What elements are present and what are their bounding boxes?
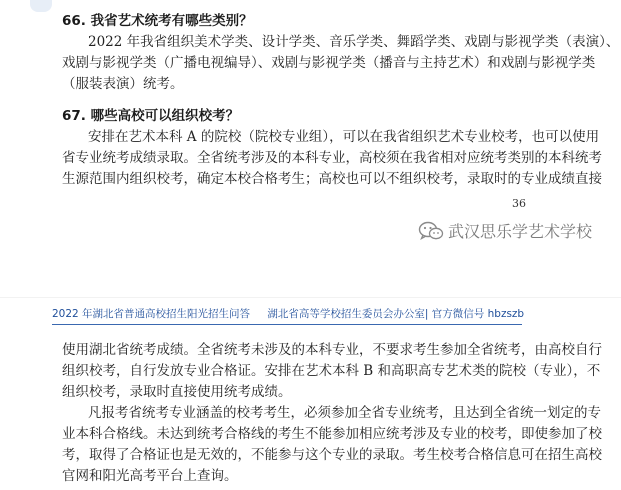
continuation-paragraph-1 (62, 340, 602, 403)
continuation-line: 官网和阳光高考平台上查询。 (62, 468, 238, 484)
q67-heading: 67. 哪些高校可以组织校考？ (62, 108, 240, 124)
continuation-line: 使用湖北省统考成绩。全省统考未涉及的本科专业，不要求考生参加全省统考，由高校自行 (62, 342, 602, 358)
page-divider (0, 297, 621, 298)
q66-heading: 66. 我省艺术统考有哪些类别？ (62, 13, 253, 29)
q66-body (62, 32, 620, 95)
page-number: 36 (512, 197, 526, 210)
watermark-text: 武汉思乐学艺术学校 (448, 222, 593, 241)
q67-line: 安排在艺术本科 A 的院校（院校专业组），可以在我省组织艺术专业校考，也可以使用 (88, 129, 600, 145)
corner-mark (30, 0, 52, 12)
q66-line: （服装表演）统考。 (62, 76, 184, 92)
running-header-right: 湖北省高等学校招生委员会办公室| 官方微信号 hbzszb (267, 308, 525, 320)
continuation-paragraph-2 (62, 403, 602, 487)
q66-line: 2022 年我省组织美术学类、设计学类、音乐学类、舞蹈学类、戏剧与影视学类（表演）、 (88, 34, 620, 50)
wechat-icon (418, 221, 444, 241)
continuation-line: 考，取得了合格证也是无效的，不能参与这个专业的录取。考生校考合格信息可在招生高校 (62, 447, 602, 463)
continuation-line: 组织校考，录取时直接使用统考成绩。 (62, 384, 292, 400)
running-header-left: 2022 年湖北省普通高校招生阳光招生问答 (52, 308, 251, 320)
continuation-line: 组织校考，自行发放专业合格证。安排在艺术本科 B 和高职高专艺术类的院校（专业），不 (62, 363, 601, 379)
q67-line: 省专业统考成绩录取。全省统考涉及的本科专业，高校须在我省相对应统考类别的本科统考 (62, 150, 602, 166)
q67-body (62, 127, 602, 190)
q67-line: 生源范围内组织校考，确定本校合格考生；高校也可以不组织校考，录取时的专业成绩直接 (62, 171, 602, 187)
q66-line: 戏剧与影视学类（广播电视编导）、戏剧与影视学类（播音与主持艺术）和戏剧与影视学类 (62, 55, 596, 71)
watermark (418, 219, 592, 242)
continuation-line: 业本科合格线。未达到统考合格线的考生不能参加相应统考涉及专业的校考，即使参加了校 (62, 426, 602, 442)
running-header (52, 306, 525, 325)
continuation-line: 凡报考省统考专业涵盖的校考考生，必须参加全省专业统考，且达到全省统一划定的专 (88, 405, 601, 421)
